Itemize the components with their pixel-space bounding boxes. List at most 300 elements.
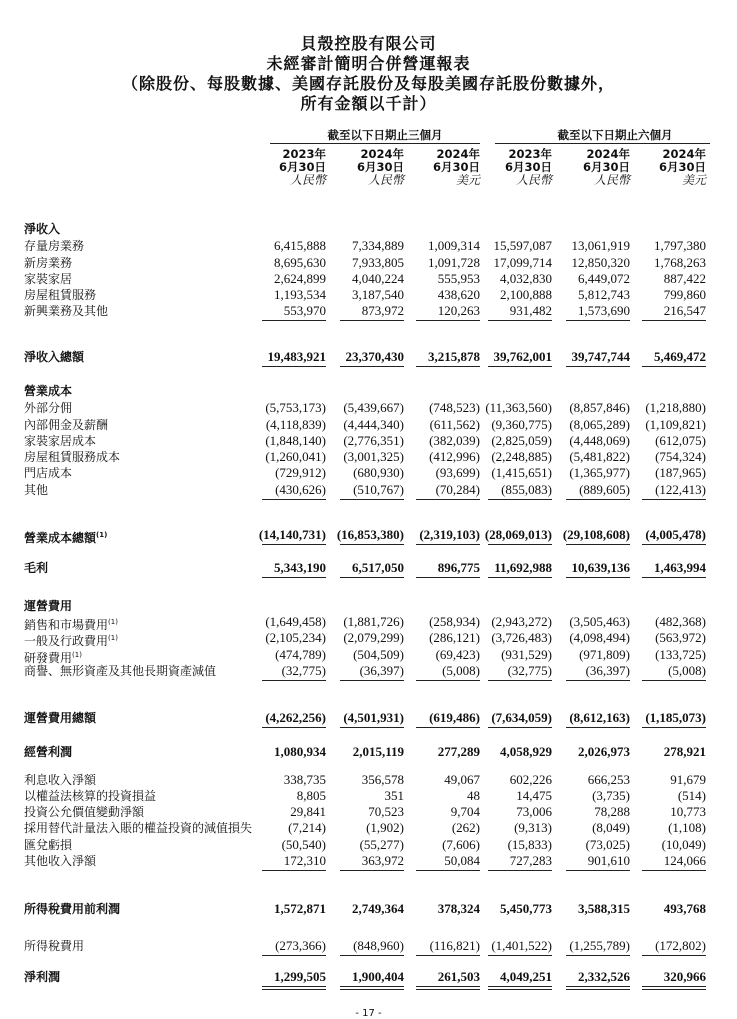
table-cell: (4,448,069) bbox=[569, 433, 630, 448]
table-cell: (36,397) bbox=[359, 663, 404, 678]
subtotal-rule bbox=[416, 499, 480, 500]
row-label bbox=[24, 773, 96, 787]
table-cell: (931,529) bbox=[501, 647, 552, 662]
row-label-text: 銷售和市場費用 bbox=[24, 618, 109, 632]
row-label bbox=[24, 615, 118, 632]
row-label bbox=[24, 805, 144, 819]
table-cell: 5,812,743 bbox=[578, 287, 630, 302]
table-cell: 10,639,136 bbox=[571, 560, 630, 575]
table-cell: (3,001,325) bbox=[343, 449, 404, 464]
table-cell: 5,343,190 bbox=[274, 560, 326, 575]
table-cell: (382,039) bbox=[429, 433, 480, 448]
table-cell: 4,032,830 bbox=[500, 271, 552, 286]
table-cell: 17,099,714 bbox=[493, 255, 552, 270]
table-cell: (1,881,726) bbox=[343, 614, 404, 629]
table-cell: 799,860 bbox=[663, 287, 706, 302]
row-label bbox=[24, 288, 96, 302]
row-label bbox=[24, 401, 72, 415]
subtotal-rule bbox=[488, 366, 552, 367]
subtotal-rule bbox=[642, 499, 706, 500]
table-cell: 91,679 bbox=[670, 772, 706, 787]
table-cell: (5,753,173) bbox=[265, 400, 326, 415]
total-double-rule bbox=[262, 986, 326, 990]
table-cell: 727,283 bbox=[509, 853, 552, 868]
subtotal-rule bbox=[566, 366, 630, 367]
table-cell: (4,501,931) bbox=[343, 710, 404, 725]
row-label bbox=[24, 304, 108, 318]
subtotal-rule bbox=[416, 320, 480, 321]
column-header-year: 2023年 bbox=[282, 147, 326, 161]
subtotal-rule bbox=[340, 727, 404, 728]
column-header-date: 6月30日 bbox=[504, 160, 552, 174]
table-cell: 7,933,805 bbox=[352, 255, 404, 270]
table-cell: (7,606) bbox=[442, 837, 480, 852]
table-cell: (3,726,483) bbox=[491, 630, 552, 645]
table-cell: 4,049,251 bbox=[500, 969, 552, 984]
subtotal-rule bbox=[340, 499, 404, 500]
table-cell: 2,015,119 bbox=[352, 744, 404, 759]
table-cell: (70,284) bbox=[435, 482, 480, 497]
column-header-currency: 人民幣 bbox=[515, 173, 552, 187]
table-cell: 1,768,263 bbox=[654, 255, 706, 270]
table-cell: (55,277) bbox=[359, 837, 404, 852]
table-cell: (28,069,013) bbox=[484, 527, 552, 542]
row-label bbox=[24, 970, 60, 984]
subtotal-rule bbox=[488, 727, 552, 728]
table-cell: 1,797,380 bbox=[654, 238, 706, 253]
table-cell: 120,263 bbox=[437, 303, 480, 318]
column-header-date: 6月30日 bbox=[356, 160, 404, 174]
table-cell: (619,486) bbox=[429, 710, 480, 725]
row-label-text: 淨收入 bbox=[24, 222, 61, 236]
table-cell: 49,067 bbox=[444, 772, 480, 787]
table-cell: (563,972) bbox=[655, 630, 706, 645]
subtotal-rule bbox=[262, 727, 326, 728]
table-cell: (122,413) bbox=[655, 482, 706, 497]
row-label bbox=[24, 902, 120, 916]
table-cell: (680,930) bbox=[353, 465, 404, 480]
table-cell: (4,118,839) bbox=[265, 417, 326, 432]
table-cell: (729,912) bbox=[275, 465, 326, 480]
subtotal-rule bbox=[566, 499, 630, 500]
column-header-date: 6月30日 bbox=[432, 160, 480, 174]
statement-note-line1: （除股份、每股數據、美國存託股份及每股美國存託股份數據外， bbox=[121, 74, 615, 93]
subtotal-rule bbox=[262, 680, 326, 681]
row-label-text: 房屋租賃服務 bbox=[24, 288, 97, 302]
subtotal-rule bbox=[416, 366, 480, 367]
row-label-text: 新興業務及其他 bbox=[24, 304, 109, 318]
row-label-text: 營業成本總額 bbox=[24, 531, 97, 545]
table-cell: 15,597,087 bbox=[493, 238, 552, 253]
table-cell: (2,248,885) bbox=[491, 449, 552, 464]
table-cell: 1,193,534 bbox=[274, 287, 326, 302]
table-cell: (848,960) bbox=[353, 938, 404, 953]
table-cell: 261,503 bbox=[437, 969, 480, 984]
table-cell: (258,934) bbox=[429, 614, 480, 629]
table-cell: 438,620 bbox=[437, 287, 480, 302]
company-name: 貝殼控股有限公司 bbox=[300, 34, 437, 53]
table-cell: (8,065,289) bbox=[569, 417, 630, 432]
row-label-text: 家裝家居 bbox=[24, 272, 73, 286]
table-cell: 351 bbox=[384, 788, 404, 803]
subtotal-rule bbox=[340, 320, 404, 321]
table-cell: 50,084 bbox=[444, 853, 480, 868]
table-cell: 13,061,919 bbox=[571, 238, 630, 253]
table-cell: (4,098,494) bbox=[569, 630, 630, 645]
statement-note-line2: 所有金額以千計） bbox=[300, 94, 437, 113]
subtotal-rule bbox=[262, 955, 326, 956]
table-cell: (754,324) bbox=[655, 449, 706, 464]
row-label bbox=[24, 418, 108, 432]
table-cell: (4,005,478) bbox=[645, 527, 706, 542]
table-cell: 70,523 bbox=[368, 804, 404, 819]
row-label bbox=[24, 664, 216, 678]
table-cell: (14,140,731) bbox=[258, 527, 326, 542]
subtotal-rule bbox=[340, 544, 404, 545]
table-cell: 1,299,505 bbox=[274, 969, 326, 984]
table-cell: 11,692,988 bbox=[494, 560, 552, 575]
table-cell: (32,775) bbox=[507, 663, 552, 678]
table-cell: (187,965) bbox=[655, 465, 706, 480]
table-cell: 901,610 bbox=[587, 853, 630, 868]
table-cell: (474,789) bbox=[275, 647, 326, 662]
subtotal-rule bbox=[340, 366, 404, 367]
page-number: - 17 - bbox=[355, 1008, 382, 1019]
table-cell: 5,450,773 bbox=[500, 901, 552, 916]
table-cell: 9,704 bbox=[450, 804, 480, 819]
subtotal-rule bbox=[416, 544, 480, 545]
row-label-text: 利息收入淨額 bbox=[24, 773, 97, 787]
column-header-currency: 人民幣 bbox=[289, 173, 326, 187]
table-cell: 172,310 bbox=[283, 853, 326, 868]
subtotal-rule bbox=[642, 544, 706, 545]
table-cell: (32,775) bbox=[281, 663, 326, 678]
table-cell: (3,735) bbox=[592, 788, 630, 803]
table-cell: 602,226 bbox=[509, 772, 552, 787]
subtotal-rule bbox=[488, 680, 552, 681]
subtotal-rule bbox=[566, 320, 630, 321]
table-cell: 1,009,314 bbox=[428, 238, 480, 253]
table-cell: (29,108,608) bbox=[562, 527, 630, 542]
total-double-rule bbox=[340, 986, 404, 990]
subtotal-rule bbox=[416, 680, 480, 681]
table-cell: 4,040,224 bbox=[352, 271, 404, 286]
row-label bbox=[24, 384, 72, 398]
subtotal-rule bbox=[566, 577, 630, 578]
table-cell: (430,626) bbox=[275, 482, 326, 497]
table-cell: (1,415,651) bbox=[491, 465, 552, 480]
row-label bbox=[24, 599, 72, 613]
table-cell: 320,966 bbox=[663, 969, 706, 984]
table-cell: 2,100,888 bbox=[500, 287, 552, 302]
row-label-text: 營業成本 bbox=[24, 384, 73, 398]
table-cell: (2,105,234) bbox=[265, 630, 326, 645]
table-cell: (286,121) bbox=[429, 630, 480, 645]
row-label-text: 淨收入總額 bbox=[24, 350, 85, 364]
row-label bbox=[24, 272, 72, 286]
row-label-text: 外部分佣 bbox=[24, 401, 73, 415]
row-label-text: 其他 bbox=[24, 483, 49, 497]
total-double-rule bbox=[642, 986, 706, 990]
table-cell: (5,008) bbox=[442, 663, 480, 678]
row-label bbox=[24, 939, 84, 953]
table-cell: (855,083) bbox=[501, 482, 552, 497]
row-label-text: 經營利潤 bbox=[24, 745, 73, 759]
table-cell: 2,749,364 bbox=[352, 901, 404, 916]
row-label bbox=[24, 648, 82, 665]
table-cell: (5,439,667) bbox=[343, 400, 404, 415]
subtotal-rule bbox=[262, 870, 326, 871]
row-label-text: 其他收入淨額 bbox=[24, 854, 97, 868]
table-cell: (889,605) bbox=[579, 482, 630, 497]
row-label bbox=[24, 854, 96, 868]
table-cell: (748,523) bbox=[429, 400, 480, 415]
subtotal-rule bbox=[488, 320, 552, 321]
row-label bbox=[24, 711, 96, 725]
table-cell: (10,049) bbox=[661, 837, 706, 852]
row-label-text: 商譽、無形資產及其他長期資產減值 bbox=[24, 664, 217, 678]
row-label-text: 新房業務 bbox=[24, 256, 73, 270]
table-cell: 1,091,728 bbox=[428, 255, 480, 270]
subtotal-rule bbox=[642, 680, 706, 681]
row-label bbox=[24, 466, 72, 480]
table-cell: (1,255,789) bbox=[569, 938, 630, 953]
table-cell: 23,370,430 bbox=[345, 349, 404, 364]
table-cell: (2,079,299) bbox=[343, 630, 404, 645]
subtotal-rule bbox=[416, 577, 480, 578]
table-cell: (9,360,775) bbox=[491, 417, 552, 432]
subtotal-rule bbox=[642, 955, 706, 956]
row-label-text: 存量房業務 bbox=[24, 239, 85, 253]
table-cell: (8,612,163) bbox=[569, 710, 630, 725]
table-cell: (971,809) bbox=[579, 647, 630, 662]
table-cell: (9,313) bbox=[514, 820, 552, 835]
table-cell: (412,996) bbox=[429, 449, 480, 464]
table-cell: 2,026,973 bbox=[578, 744, 630, 759]
table-cell: 39,747,744 bbox=[571, 349, 630, 364]
table-cell: (36,397) bbox=[585, 663, 630, 678]
table-cell: 14,475 bbox=[516, 788, 552, 803]
table-cell: 39,762,001 bbox=[493, 349, 552, 364]
table-cell: (262) bbox=[451, 820, 480, 835]
table-cell: 2,332,526 bbox=[578, 969, 630, 984]
table-cell: 6,517,050 bbox=[352, 560, 404, 575]
table-cell: 278,921 bbox=[663, 744, 706, 759]
row-label-text: 淨利潤 bbox=[24, 970, 61, 984]
table-cell: (1,848,140) bbox=[265, 433, 326, 448]
table-cell: (50,540) bbox=[281, 837, 326, 852]
table-cell: 555,953 bbox=[437, 271, 480, 286]
subtotal-rule bbox=[416, 955, 480, 956]
table-cell: 1,573,690 bbox=[578, 303, 630, 318]
table-cell: (133,725) bbox=[655, 647, 706, 662]
table-cell: 73,006 bbox=[516, 804, 552, 819]
total-double-rule bbox=[488, 986, 552, 990]
row-label-text: 投資公允價值變動淨額 bbox=[24, 805, 145, 819]
table-cell: (273,366) bbox=[275, 938, 326, 953]
table-cell: (611,562) bbox=[429, 417, 480, 432]
table-cell: (8,049) bbox=[592, 820, 630, 835]
subtotal-rule bbox=[642, 870, 706, 871]
table-cell: (172,802) bbox=[655, 938, 706, 953]
total-double-rule bbox=[416, 986, 480, 990]
table-cell: 8,695,630 bbox=[274, 255, 326, 270]
table-cell: 1,900,404 bbox=[352, 969, 404, 984]
row-label bbox=[24, 350, 84, 364]
three-months-header: 截至以下日期止三個月 bbox=[327, 128, 443, 142]
table-cell: (2,825,059) bbox=[491, 433, 552, 448]
table-cell: 887,422 bbox=[663, 271, 706, 286]
total-double-rule bbox=[566, 986, 630, 990]
column-header-year: 2024年 bbox=[436, 147, 480, 161]
table-cell: (1,649,458) bbox=[265, 614, 326, 629]
footnote-marker: (1) bbox=[108, 618, 118, 626]
table-cell: (93,699) bbox=[435, 465, 480, 480]
subtotal-rule bbox=[262, 366, 326, 367]
table-cell: (514) bbox=[677, 788, 706, 803]
table-cell: (1,185,073) bbox=[645, 710, 706, 725]
row-label bbox=[24, 789, 156, 803]
row-label-text: 所得稅費用前利潤 bbox=[24, 902, 121, 916]
table-cell: 8,805 bbox=[296, 788, 326, 803]
subtotal-rule bbox=[262, 577, 326, 578]
row-label-text: 家裝家居成本 bbox=[24, 434, 97, 448]
column-header-year: 2023年 bbox=[508, 147, 552, 161]
table-cell: (1,260,041) bbox=[265, 449, 326, 464]
subtotal-rule bbox=[262, 544, 326, 545]
subtotal-rule bbox=[566, 727, 630, 728]
table-cell: (1,365,977) bbox=[569, 465, 630, 480]
table-cell: 896,775 bbox=[437, 560, 480, 575]
column-header-date: 6月30日 bbox=[582, 160, 630, 174]
row-label bbox=[24, 838, 72, 852]
column-header-currency: 人民幣 bbox=[593, 173, 630, 187]
column-header-year: 2024年 bbox=[360, 147, 404, 161]
row-label-text: 以權益法核算的投資損益 bbox=[24, 789, 157, 803]
table-cell: 216,547 bbox=[663, 303, 706, 318]
footnote-marker: (1) bbox=[96, 531, 108, 539]
table-cell: 124,066 bbox=[663, 853, 706, 868]
row-label bbox=[24, 561, 48, 575]
table-cell: (504,509) bbox=[353, 647, 404, 662]
statement-name: 未經審計簡明合併營運報表 bbox=[266, 54, 471, 73]
table-cell: 3,588,315 bbox=[578, 901, 630, 916]
subtotal-rule bbox=[340, 680, 404, 681]
table-cell: (4,262,256) bbox=[265, 710, 326, 725]
subtotal-rule bbox=[262, 320, 326, 321]
row-label-text: 內部佣金及薪酬 bbox=[24, 418, 109, 432]
row-label-text: 門店成本 bbox=[24, 466, 73, 480]
table-cell: 553,970 bbox=[283, 303, 326, 318]
table-cell: (15,833) bbox=[507, 837, 552, 852]
table-cell: (1,108) bbox=[668, 820, 706, 835]
subtotal-rule bbox=[416, 870, 480, 871]
table-cell: (73,025) bbox=[585, 837, 630, 852]
table-cell: (3,505,463) bbox=[569, 614, 630, 629]
table-cell: (4,444,340) bbox=[343, 417, 404, 432]
subtotal-rule bbox=[262, 499, 326, 500]
subtotal-rule bbox=[642, 366, 706, 367]
subtotal-rule bbox=[416, 727, 480, 728]
table-cell: 1,080,934 bbox=[274, 744, 326, 759]
table-cell: (2,776,351) bbox=[343, 433, 404, 448]
subtotal-rule bbox=[340, 955, 404, 956]
footnote-marker: (1) bbox=[72, 651, 82, 659]
row-label-text: 運營費用總額 bbox=[24, 711, 97, 725]
row-label bbox=[24, 434, 96, 448]
subtotal-rule bbox=[488, 577, 552, 578]
table-cell: 277,289 bbox=[437, 744, 480, 759]
table-cell: 4,058,929 bbox=[500, 744, 552, 759]
column-header-year: 2024年 bbox=[586, 147, 630, 161]
table-cell: (5,481,822) bbox=[569, 449, 630, 464]
table-cell: (1,218,880) bbox=[645, 400, 706, 415]
row-label-text: 一般及行政費用 bbox=[24, 634, 109, 648]
subtotal-rule bbox=[488, 499, 552, 500]
table-cell: (7,214) bbox=[288, 820, 326, 835]
subtotal-rule bbox=[340, 577, 404, 578]
row-label bbox=[24, 483, 48, 497]
table-cell: (1,401,522) bbox=[491, 938, 552, 953]
row-label-text: 所得稅費用 bbox=[24, 939, 85, 953]
row-label bbox=[24, 256, 72, 270]
subtotal-rule bbox=[642, 727, 706, 728]
table-cell: 6,449,072 bbox=[578, 271, 630, 286]
subtotal-rule bbox=[642, 320, 706, 321]
table-cell: 666,253 bbox=[587, 772, 630, 787]
table-cell: (11,363,560) bbox=[485, 400, 552, 415]
table-cell: (16,853,380) bbox=[336, 527, 404, 542]
table-cell: 48 bbox=[467, 788, 480, 803]
table-cell: 1,572,871 bbox=[274, 901, 326, 916]
subtotal-rule bbox=[566, 680, 630, 681]
table-cell: 1,463,994 bbox=[654, 560, 706, 575]
table-cell: (5,008) bbox=[668, 663, 706, 678]
table-cell: 7,334,889 bbox=[352, 238, 404, 253]
table-cell: 356,578 bbox=[361, 772, 404, 787]
subtotal-rule bbox=[488, 870, 552, 871]
row-label-text: 毛利 bbox=[24, 561, 49, 575]
row-label bbox=[24, 450, 120, 464]
column-header-date: 6月30日 bbox=[658, 160, 706, 174]
table-cell: 78,288 bbox=[594, 804, 630, 819]
table-cell: (1,902) bbox=[366, 820, 404, 835]
subtotal-rule bbox=[488, 544, 552, 545]
table-cell: (482,368) bbox=[655, 614, 706, 629]
row-label-text: 採用替代計量法入賬的權益投資的減值損失 bbox=[24, 821, 253, 835]
column-header-currency: 人民幣 bbox=[367, 173, 404, 187]
footnote-marker: (1) bbox=[108, 634, 118, 642]
row-label-text: 匯兌虧損 bbox=[24, 838, 73, 852]
column-header-date: 6月30日 bbox=[278, 160, 326, 174]
table-cell: (69,423) bbox=[435, 647, 480, 662]
table-cell: 873,972 bbox=[361, 303, 404, 318]
row-label-text: 房屋租賃服務成本 bbox=[24, 450, 121, 464]
table-cell: (7,634,059) bbox=[491, 710, 552, 725]
table-cell: 363,972 bbox=[361, 853, 404, 868]
table-cell: (1,109,821) bbox=[645, 417, 706, 432]
subtotal-rule bbox=[642, 577, 706, 578]
table-cell: 6,415,888 bbox=[274, 238, 326, 253]
table-cell: (2,943,272) bbox=[491, 614, 552, 629]
table-cell: (510,767) bbox=[353, 482, 404, 497]
table-cell: (612,075) bbox=[655, 433, 706, 448]
row-label-text: 研發費用 bbox=[24, 651, 73, 665]
row-label bbox=[24, 631, 118, 648]
column-header-currency: 美元 bbox=[681, 173, 706, 187]
table-cell: 378,324 bbox=[437, 901, 480, 916]
subtotal-rule bbox=[566, 870, 630, 871]
